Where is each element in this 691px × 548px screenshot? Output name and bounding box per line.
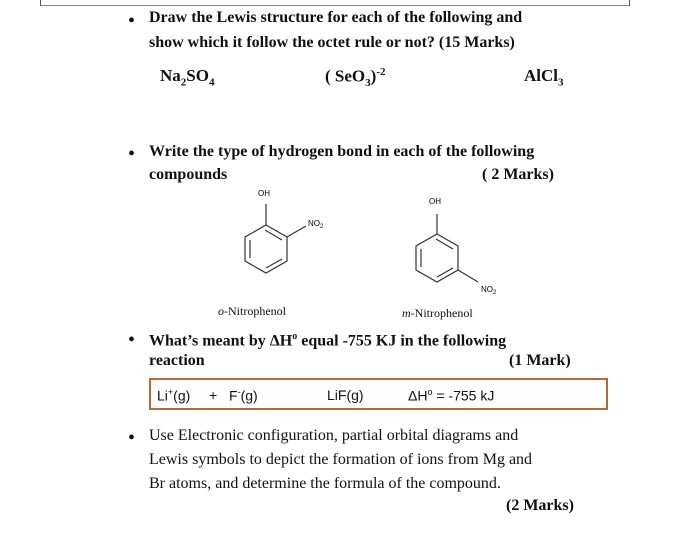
ortho-oh-label: OH bbox=[258, 189, 270, 198]
meta-nitrophenol-structure bbox=[385, 190, 525, 305]
compound-alcl3: AlCl$_3$ bbox=[524, 66, 564, 89]
bullet-icon: • bbox=[128, 10, 136, 32]
reaction-box bbox=[149, 378, 608, 410]
q4-line1: Use Electronic configuration, partial orbital diagrams and bbox=[149, 427, 519, 444]
top-border bbox=[40, 5, 630, 6]
q3-line1: What’s meant by $\Delta H^o$ equal -755 KJ in the following bbox=[149, 331, 507, 350]
q1-line1: Draw the Lewis structure for each of the following and bbox=[149, 9, 523, 26]
compound-seo3: ( SeO$_3$)$^{-2}$ bbox=[325, 66, 386, 90]
plus-sign: + bbox=[209, 387, 218, 403]
meta-no2-label: $NO_2$ bbox=[481, 285, 497, 296]
compound-na2so4: $Na_2SO_4$ bbox=[160, 66, 215, 89]
q2-line2: compounds bbox=[149, 166, 228, 183]
ortho-nitrophenol-structure bbox=[220, 182, 350, 307]
ortho-no2-label: $NO_2$ bbox=[308, 219, 324, 230]
q3-line2: reaction bbox=[149, 352, 205, 369]
q4-line3: Br atoms, and determine the formula of the compound. bbox=[149, 475, 501, 492]
q2-marks: ( 2 Marks) bbox=[482, 166, 554, 183]
q2-line1: Write the type of hydrogen bond in each of the following bbox=[149, 143, 535, 160]
enthalpy: $\Delta H^o = -755$ kJ bbox=[408, 387, 495, 404]
q3-marks: (1 Mark) bbox=[509, 352, 571, 369]
reactant-li: Li+(g) bbox=[157, 387, 191, 404]
top-border-right bbox=[629, 0, 630, 6]
reactant-f: F-(g) bbox=[229, 387, 258, 404]
top-border-left bbox=[40, 0, 41, 6]
q1-line2: show which it follow the octet rule or not? (15 Marks) bbox=[149, 34, 515, 51]
product-lif: LiF(g) bbox=[327, 387, 364, 403]
meta-nitrophenol-label: m-Nitrophenol bbox=[402, 306, 473, 320]
q4-line2: Lewis symbols to depict the formation of ions from Mg and bbox=[149, 451, 533, 468]
q4-marks: (2 Marks) bbox=[506, 497, 574, 514]
bullet-icon: • bbox=[128, 329, 136, 351]
meta-oh-label: OH bbox=[429, 197, 441, 206]
bullet-icon: • bbox=[128, 143, 136, 165]
bullet-icon: • bbox=[128, 427, 136, 449]
ortho-nitrophenol-label: o-Nitrophenol bbox=[218, 304, 286, 318]
